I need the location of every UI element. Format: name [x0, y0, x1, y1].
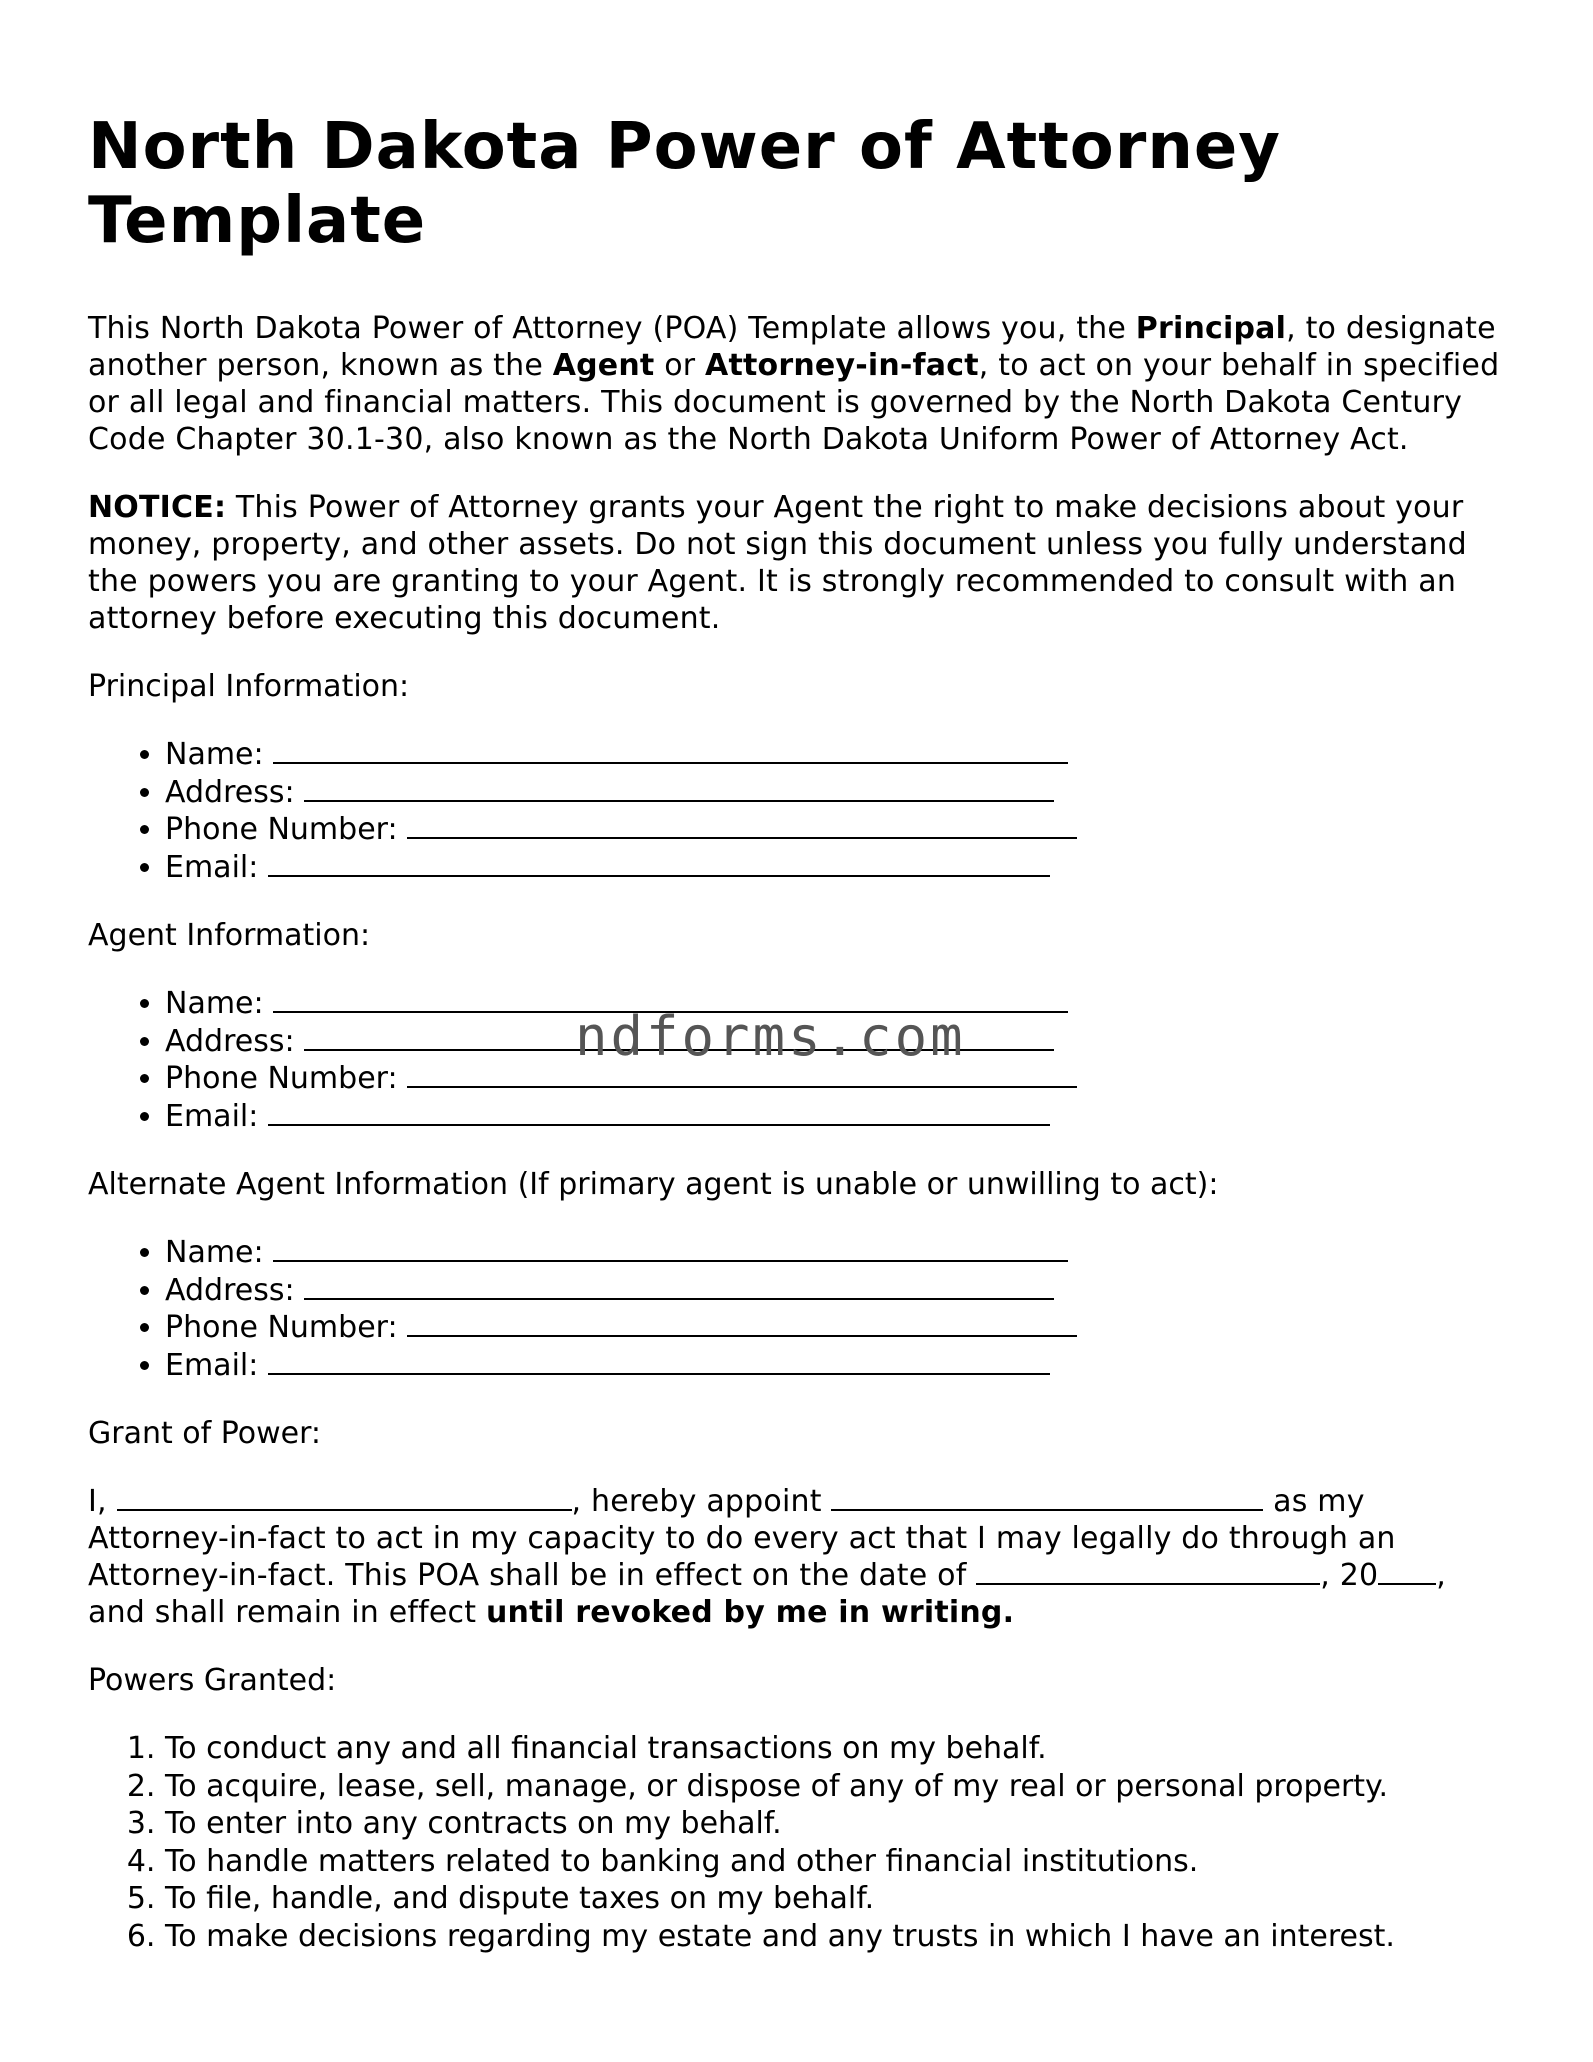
field-label: Email:: [165, 1347, 268, 1383]
alternate-name-blank[interactable]: [273, 1234, 1068, 1262]
effective-year-blank[interactable]: [1378, 1557, 1436, 1585]
principal-signature-name-blank[interactable]: [117, 1483, 572, 1511]
intro-text-4: , to act on your behalf in specified or all legal and financial matters. This document is governed by the North Dakota Century Code Chapter 30.1-30, also known as the North Dakota Uniform Power of Attorney Act.: [88, 348, 1500, 457]
watermark: ndforms.com: [575, 1005, 966, 1068]
document-title: North Dakota Power of Attorney Template: [88, 110, 1281, 258]
alternate-name-field: [165, 1234, 1508, 1272]
powers-section-heading: Powers Granted:: [88, 1663, 337, 1698]
intro-paragraph: [88, 310, 1508, 458]
field-label: Email:: [165, 1098, 268, 1134]
alternate-address-blank[interactable]: [304, 1272, 1054, 1300]
field-label: Address:: [165, 1272, 305, 1308]
field-label: Phone Number:: [165, 1061, 408, 1096]
alternate-email-field: [165, 1347, 1508, 1385]
principal-name-field: [165, 736, 1508, 774]
agent-section-heading: Agent Information:: [88, 918, 371, 953]
field-label: Phone Number:: [165, 1310, 408, 1345]
principal-email-field: [165, 849, 1508, 887]
agent-email-field: [165, 1098, 1508, 1136]
intro-text-2: , to designate another person, known as the: [88, 311, 1496, 383]
alternate-agent-section-heading: Alternate Agent Information (If primary agent is unable or unwilling to act):: [88, 1167, 1219, 1202]
intro-text-3: or: [654, 348, 706, 383]
field-label: Name:: [165, 986, 274, 1021]
principal-section-heading: Principal Information:: [88, 669, 410, 704]
principal-email-blank[interactable]: [268, 849, 1050, 877]
principal-address-blank[interactable]: [304, 774, 1054, 802]
field-label: Address:: [165, 774, 305, 810]
intro-agent-term: Agent: [552, 348, 655, 383]
intro-text-1: This North Dakota Power of Attorney (POA) Template allows you, the: [88, 311, 1136, 346]
notice-text: This Power of Attorney grants your Agent the right to make decisions about your money, property, and other assets. Do not sign this document unless you fully understand the powers you are granting to your Agent. It is strongly recommended to consult with an attorney before executing this document.: [88, 490, 1467, 636]
grant-text-5: , and shall remain in effect: [88, 1558, 1447, 1630]
alternate-agent-fields-list: [88, 1234, 1508, 1384]
grant-section-heading: Grant of Power:: [88, 1416, 322, 1451]
alternate-email-blank[interactable]: [268, 1347, 1050, 1375]
alternate-phone-blank[interactable]: [407, 1309, 1077, 1337]
field-label: Email:: [165, 849, 268, 885]
grant-text-1: I,: [88, 1484, 117, 1519]
power-item: 3. To enter into any contracts on my behalf.: [165, 1805, 1508, 1843]
grant-text-3: as my Attorney-in-fact to act in my capacity to do every act that I may legally do through an Attorney-in-fact. This POA shall be in effect on the date of: [88, 1484, 1396, 1593]
principal-address-field: [165, 774, 1508, 812]
power-item: 5. To file, handle, and dispute taxes on my behalf.: [165, 1880, 1508, 1918]
notice-label: NOTICE:: [88, 490, 227, 525]
principal-name-blank[interactable]: [273, 736, 1068, 764]
notice-paragraph: [88, 489, 1508, 637]
field-label: Address:: [165, 1023, 305, 1059]
agent-email-blank[interactable]: [268, 1098, 1050, 1126]
alternate-address-field: [165, 1272, 1508, 1310]
field-label: Phone Number:: [165, 812, 408, 847]
grant-text-2: , hereby appoint: [571, 1484, 832, 1519]
power-item: 6. To make decisions regarding my estate and any trusts in which I have an interest.: [165, 1918, 1508, 1956]
powers-list: [88, 1730, 1508, 1955]
intro-principal-term: Principal: [1135, 311, 1287, 346]
power-item: 2. To acquire, lease, sell, manage, or dispose of any of my real or personal property.: [165, 1768, 1508, 1806]
power-item: 1. To conduct any and all financial transactions on my behalf.: [165, 1730, 1508, 1768]
intro-attorney-term: Attorney-in-fact: [705, 348, 979, 383]
grant-paragraph: [88, 1483, 1508, 1631]
alternate-phone-field: [165, 1309, 1508, 1347]
grant-revocation-clause: until revoked by me in writing.: [485, 1595, 1015, 1630]
principal-fields-list: [88, 736, 1508, 886]
principal-phone-field: [165, 811, 1508, 849]
grant-text-4: , 20: [1320, 1558, 1379, 1593]
effective-date-blank[interactable]: [976, 1557, 1320, 1585]
appointed-agent-name-blank[interactable]: [831, 1483, 1263, 1511]
field-label: Name:: [165, 737, 274, 772]
field-label: Name:: [165, 1235, 274, 1270]
power-item: 4. To handle matters related to banking and other financial institutions.: [165, 1843, 1508, 1881]
principal-phone-blank[interactable]: [407, 811, 1077, 839]
